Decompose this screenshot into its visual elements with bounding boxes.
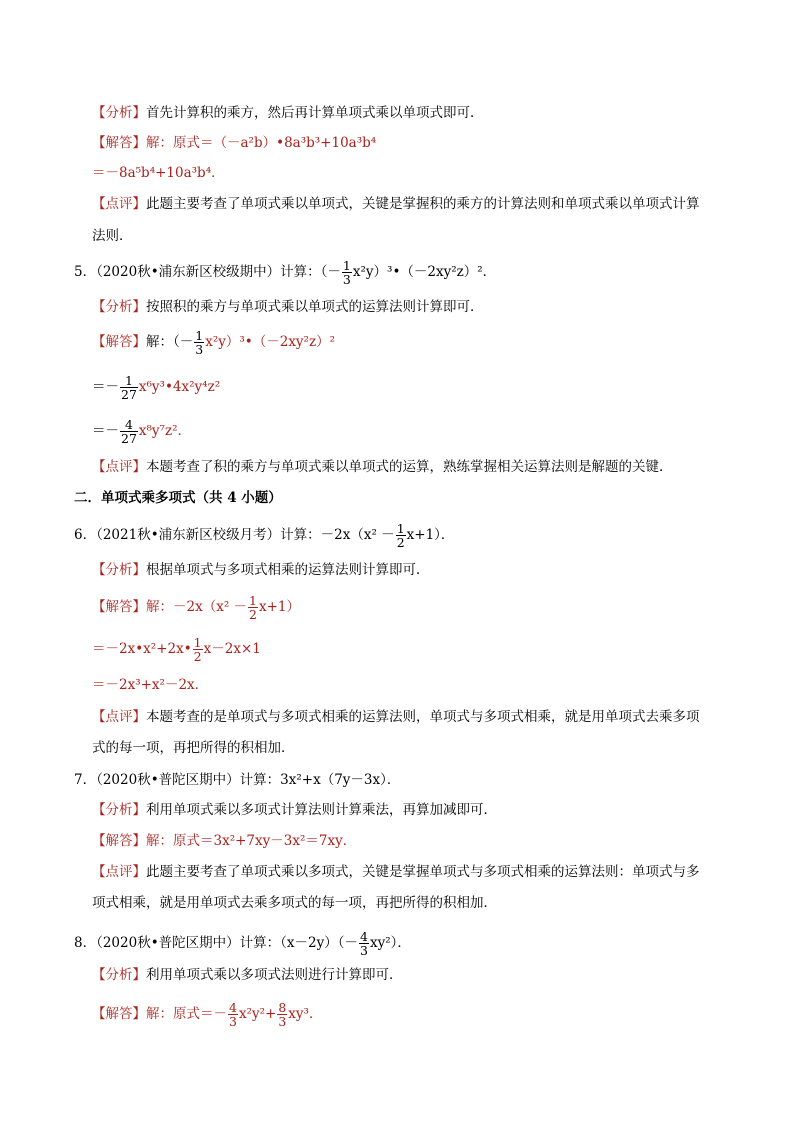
question-text: （2020秋•普陀区期中）计算：（x－2y）（－	[96, 935, 358, 951]
answer-step-text: ＝－	[92, 379, 119, 395]
answer-line	[92, 329, 335, 356]
denominator: 2	[396, 535, 405, 550]
answer-text: 解：（－	[146, 334, 194, 350]
answer-step	[92, 675, 208, 695]
answer-step-rest: x－2x×1	[203, 641, 261, 657]
analysis-tag: 【分析】	[92, 299, 146, 315]
denominator: 3	[360, 943, 368, 958]
answer-text-rest: x+1）	[258, 599, 300, 615]
numerator: 1	[120, 374, 138, 388]
fraction	[228, 1001, 238, 1028]
analysis-text: 利用单项式乘以多项式计算法则计算乘法，再算加减即可．	[146, 802, 497, 818]
analysis-line	[92, 965, 403, 985]
analysis-text: 根据单项式与多项式相乘的运算法则计算即可．	[146, 562, 430, 578]
fraction	[120, 418, 138, 445]
analysis-tag: 【分析】	[92, 967, 146, 983]
fraction	[120, 374, 138, 401]
comment-line	[92, 194, 700, 214]
fraction	[396, 522, 406, 549]
comment-line	[92, 707, 700, 727]
comment-line	[92, 862, 700, 882]
answer-text-mid: x²y²+	[238, 1006, 277, 1022]
answer-step-text: ＝－2x•x²+2x•	[92, 641, 192, 657]
comment-continuation	[92, 893, 497, 913]
question-number: 5．	[74, 264, 97, 280]
numerator: 1	[193, 635, 202, 650]
answer-tag: 【解答】	[92, 135, 146, 151]
denominator: 3	[229, 1014, 237, 1029]
analysis-tag: 【分析】	[92, 105, 146, 121]
comment-text: 本题考查的是单项式与多项式相乘的运算法则，单项式与多项式相乘，就是用单项式去乘多项	[146, 709, 700, 725]
question-number: 8．	[74, 935, 97, 951]
answer-text: 解：原式＝（－a²b）•8a³b³+10a³b⁴	[146, 135, 377, 151]
analysis-line	[92, 297, 484, 317]
numerator: 4	[229, 1000, 237, 1015]
comment-tag: 【点评】	[92, 196, 146, 212]
denominator: 3	[195, 342, 204, 357]
denominator: 3	[278, 1014, 287, 1029]
answer-line	[92, 133, 376, 153]
analysis-text: 首先计算积的乘方，然后再计算单项式乘以单项式即可．	[146, 105, 484, 121]
numerator: 1	[249, 593, 257, 608]
answer-step-text: ＝－8a⁵b⁴+10a³b⁴．	[92, 165, 225, 181]
comment-tag: 【点评】	[92, 709, 146, 725]
answer-text: 解：原式＝－	[146, 1006, 227, 1022]
comment-continuation	[92, 226, 133, 246]
question-text-rest: x²y）³•（－2xy²z）²．	[352, 264, 497, 280]
numerator: 1	[195, 328, 204, 343]
comment-continuation-text: 法则．	[92, 228, 133, 244]
analysis-tag: 【分析】	[92, 562, 146, 578]
fraction	[359, 930, 369, 957]
answer-step-rest: x⁸y⁷z²．	[138, 423, 191, 439]
question-text: （2021秋•浦东新区校级月考）计算：－2x（x² －	[96, 527, 395, 543]
comment-line	[92, 457, 673, 477]
denominator: 2	[193, 649, 202, 664]
answer-text: 解：原式＝3x²+7xy－3x²＝7xy．	[146, 833, 357, 849]
analysis-tag: 【分析】	[92, 802, 146, 818]
section-heading: 二．单项式乘多项式（共 4 小题）	[74, 490, 282, 506]
denominator: 27	[121, 431, 137, 446]
analysis-line	[92, 103, 484, 123]
numerator: 4	[360, 929, 368, 944]
denominator: 3	[342, 272, 351, 287]
answer-text-rest: xy³．	[288, 1006, 323, 1022]
comment-tag: 【点评】	[92, 864, 146, 880]
question-5	[74, 259, 496, 286]
question-7	[74, 770, 400, 790]
answer-step	[92, 636, 261, 663]
answer-tag: 【解答】	[92, 599, 146, 615]
comment-continuation-text: 项式相乘，就是用单项式去乘多项式的每一项，再把所得的积相加．	[92, 895, 497, 911]
answer-step-text: ＝－2x³+x²－2x．	[92, 677, 209, 693]
numerator: 4	[120, 418, 138, 432]
denominator: 27	[121, 387, 137, 402]
comment-text: 本题考查了积的乘方与单项式乘以单项式的运算，熟练掌握相关运算法则是解题的关键．	[146, 459, 673, 475]
answer-step-rest: x⁶y³•4x²y⁴z²	[138, 379, 221, 395]
comment-tag: 【点评】	[92, 459, 146, 475]
question-text: （2020秋•普陀区期中）计算：3x²+x（7y－3x）．	[96, 772, 401, 788]
comment-continuation	[92, 738, 295, 758]
answer-step-text: ＝－	[92, 423, 119, 439]
answer-line	[92, 1001, 322, 1028]
fraction	[277, 1001, 287, 1028]
analysis-line	[92, 560, 430, 580]
answer-step	[92, 374, 220, 401]
numerator: 1	[342, 258, 351, 273]
answer-step	[92, 418, 191, 445]
question-6	[74, 522, 454, 549]
numerator: 1	[396, 521, 405, 536]
fraction	[248, 594, 258, 621]
question-text-rest: x+1）．	[406, 527, 455, 543]
numerator: 8	[278, 1000, 287, 1015]
fraction	[193, 636, 203, 663]
denominator: 2	[249, 607, 257, 622]
comment-continuation-text: 式的每一项，再把所得的积相加．	[92, 740, 295, 756]
comment-text: 此题主要考查了单项式乘以单项式，关键是掌握积的乘方的计算法则和单项式乘以单项式计算	[146, 196, 700, 212]
answer-tag: 【解答】	[92, 334, 146, 350]
question-text: （2020秋•浦东新区校级期中）计算：（－	[96, 264, 341, 280]
question-8	[74, 930, 411, 957]
fraction	[342, 259, 352, 286]
question-text-rest: xy²）．	[369, 935, 411, 951]
analysis-line	[92, 800, 497, 820]
answer-step	[92, 163, 225, 183]
answer-text-rest: x²y）³•（－2xy²z）²	[205, 334, 335, 350]
analysis-text: 利用单项式乘以多项式法则进行计算即可．	[146, 967, 403, 983]
answer-tag: 【解答】	[92, 1006, 146, 1022]
answer-line	[92, 831, 356, 851]
question-number: 6．	[74, 527, 97, 543]
comment-text: 此题主要考查了单项式乘以多项式，关键是掌握单项式与多项式相乘的运算法则：单项式与多	[146, 864, 700, 880]
fraction	[194, 329, 204, 356]
question-number: 7．	[74, 772, 97, 788]
analysis-text: 按照积的乘方与单项式乘以单项式的运算法则计算即可．	[146, 299, 484, 315]
answer-line	[92, 594, 300, 621]
answer-tag: 【解答】	[92, 833, 146, 849]
answer-text: 解：－2x（x² －	[146, 599, 248, 615]
